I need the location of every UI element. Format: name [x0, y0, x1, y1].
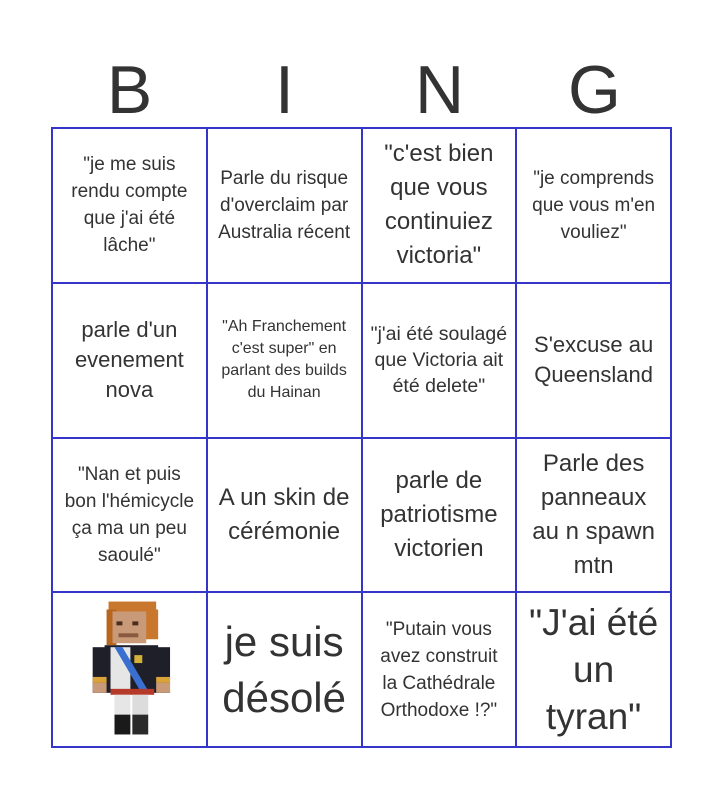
bingo-cell[interactable]: parle de patriotisme victorien — [362, 438, 517, 593]
bingo-header — [52, 52, 672, 128]
free-space-cell[interactable] — [52, 592, 207, 747]
bingo-cell[interactable]: "j'ai été soulagé que Victoria ait été delete" — [362, 283, 517, 438]
bingo-grid — [51, 127, 672, 748]
bingo-cell[interactable]: "je comprends que vous m'en vouliez" — [516, 128, 671, 283]
bingo-cell[interactable]: S'excuse au Queensland — [516, 283, 671, 438]
bingo-cell[interactable]: "Nan et puis bon l'hémicycle ça ma un peu saoulé" — [52, 438, 207, 593]
minecraft-character-skin-icon — [53, 593, 206, 747]
bingo-cell[interactable]: "c'est bien que vous continuiez victoria" — [362, 128, 517, 283]
header-letter-g: G — [568, 52, 621, 128]
header-letter-i: I — [275, 52, 294, 128]
bingo-cell[interactable]: Parle des panneaux au n spawn mtn — [516, 438, 671, 593]
bingo-cell[interactable]: je suis désolé — [207, 592, 362, 747]
bingo-cell[interactable]: parle d'un evenement nova — [52, 283, 207, 438]
bingo-cell[interactable]: "Ah Franchement c'est super" en parlant des builds du Hainan — [207, 283, 362, 438]
bingo-cell[interactable]: "J'ai été un tyran" — [516, 592, 671, 747]
bingo-cell[interactable]: A un skin de cérémonie — [207, 438, 362, 593]
bingo-cell[interactable]: "Putain vous avez construit la Cathédrale Orthodoxe !?" — [362, 592, 517, 747]
bingo-cell[interactable]: Parle du risque d'overclaim par Australia récent — [207, 128, 362, 283]
header-letter-b: B — [106, 52, 153, 128]
bingo-cell[interactable]: "je me suis rendu compte que j'ai été lâche" — [52, 128, 207, 283]
header-letter-n: N — [414, 52, 465, 128]
